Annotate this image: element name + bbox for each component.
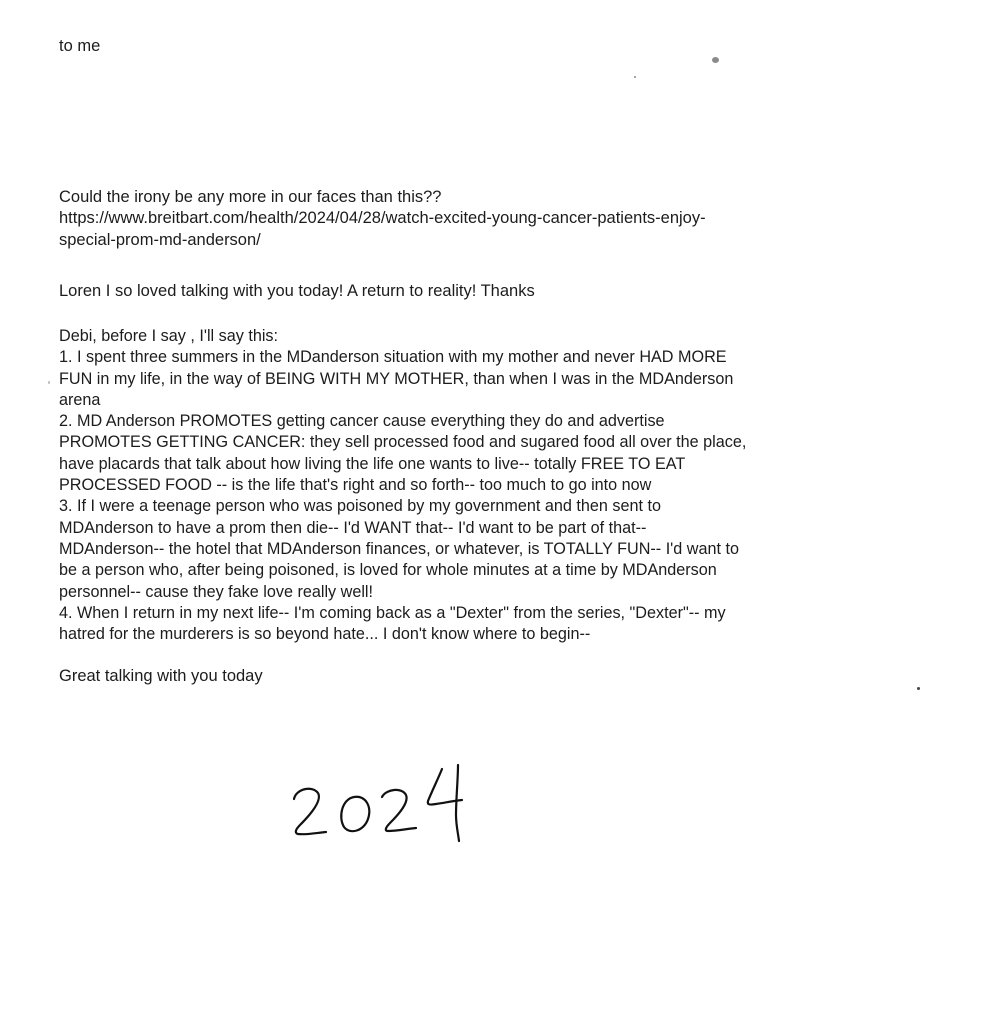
debi-line-12: personnel-- cause they fake love really well!	[59, 582, 374, 601]
intro-link-part-1: https://www.breitbart.com/health/2024/04/28/watch-excited-young-cancer-patients-enjoy-	[59, 209, 706, 228]
recipient-line: to me	[59, 37, 101, 55]
loren-paragraph	[59, 281, 535, 302]
debi-line-13: 4. When I return in my next life-- I'm coming back as a "Dexter" from the series, "Dexter"-- my	[59, 603, 726, 622]
intro-paragraph	[59, 187, 706, 251]
debi-line-7: PROCESSED FOOD -- is the life that's right and so forth-- too much to go into now	[59, 476, 652, 495]
debi-line-6: have placards that talk about how living the life one wants to live-- totally FREE TO EAT	[59, 454, 686, 473]
debi-line-5: PROMOTES GETTING CANCER: they sell processed food and sugared food all over the place,	[59, 433, 747, 452]
debi-line-4: 2. MD Anderson PROMOTES getting cancer cause everything they do and advertise	[59, 412, 665, 431]
debi-line-9: MDAnderson to have a prom then die-- I'd WANT that-- I'd want to be part of that--	[59, 518, 647, 537]
closing-line: Great talking with you today	[59, 667, 263, 685]
scan-speck	[48, 381, 50, 384]
debi-paragraph	[59, 326, 746, 645]
handwritten-year-2024	[282, 755, 482, 855]
loren-line: Loren I so loved talking with you today! A return to reality! Thanks	[59, 282, 535, 300]
scan-speck	[712, 57, 719, 63]
debi-line-1: 1. I spent three summers in the MDanderson situation with my mother and never HAD MORE	[59, 348, 727, 367]
debi-line-11: be a person who, after being poisoned, is loved for whole minutes at a time by MDAnderson	[59, 561, 717, 580]
debi-line-3: arena	[59, 390, 101, 409]
intro-question: Could the irony be any more in our faces than this??	[59, 188, 442, 206]
intro-link-part-2: special-prom-md-anderson/	[59, 230, 261, 249]
debi-line-0: Debi, before I say , I'll say this:	[59, 327, 279, 345]
closing-paragraph	[59, 666, 263, 687]
debi-line-10: MDAnderson-- the hotel that MDAnderson finances, or whatever, is TOTALLY FUN-- I'd want to	[59, 539, 739, 558]
debi-line-14: hatred for the murderers is so beyond hate... I don't know where to begin--	[59, 625, 591, 644]
debi-line-8: 3. If I were a teenage person who was poisoned by my government and then sent to	[59, 497, 662, 516]
scan-speck	[634, 76, 636, 78]
debi-line-2: FUN in my life, in the way of BEING WITH MY MOTHER, than when I was in the MDAnderson	[59, 369, 734, 388]
scan-speck	[917, 687, 920, 690]
